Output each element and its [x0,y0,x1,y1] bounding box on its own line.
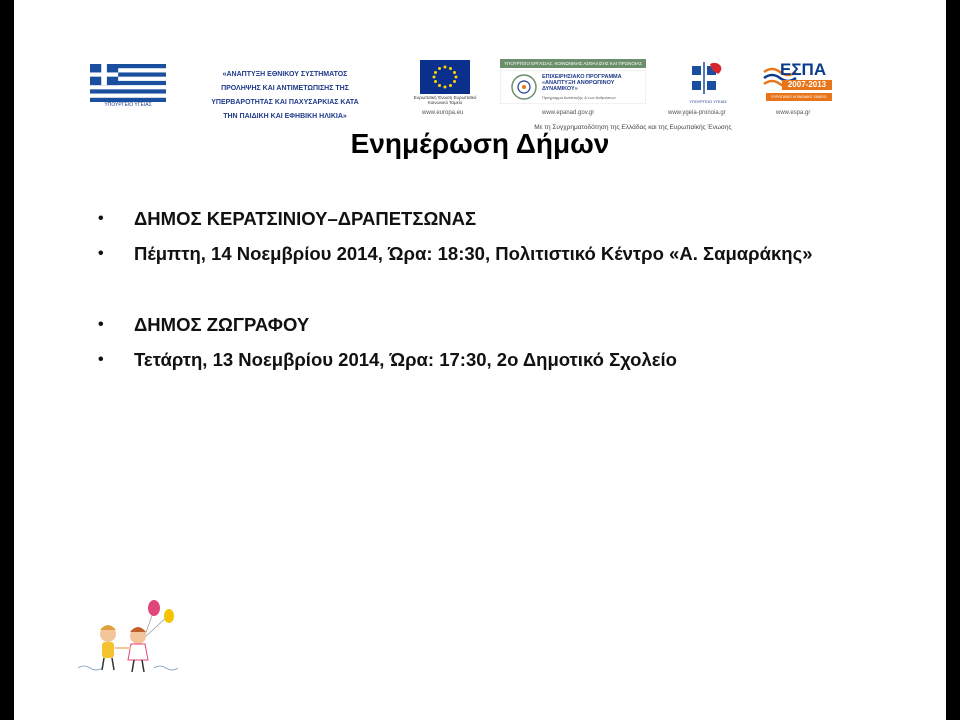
list-item [98,241,838,266]
greek-flag-icon [90,64,166,102]
bullet-icon: • [98,316,104,333]
flag-caption: ΥΠΟΥΡΓΕΙΟ ΥΓΕΙΑΣ [104,102,152,108]
program-title [180,68,390,124]
url-ygeia: www.ygeia-pronoia.gr [668,110,726,116]
announcement-list [98,206,838,372]
bullet-icon: • [98,245,104,262]
url-europa: www.europa.eu [422,110,464,116]
children-balloons-illustration [58,598,188,678]
eu-flag-icon [420,60,470,94]
bullet-icon: • [98,351,104,368]
eu-caption: Ευρωπαϊκή Ένωση Ευρωπαϊκό Κοινωνικό Ταμείο [413,95,477,105]
municipality-heading: ΔΗΜΟΣ ΖΩΓΡΑΦΟΥ [134,314,310,335]
op-title: ΕΠΙΧΕΙΡΗΣΙΑΚΟ ΠΡΟΓΡΑΜΜΑ «ΑΝΑΠΤΥΞΗ ΑΝΘΡΩΠΙΝΟΥ ΔΥΝΑΜΙΚΟΥ» [542,74,622,92]
ministry-health-icon [688,60,728,104]
url-espa: www.espa.gr [776,110,811,116]
program-line: ΠΡΟΛΗΨΗΣ ΚΑΙ ΑΝΤΙΜΕΤΩΠΙΣΗΣ ΤΗΣ [221,85,349,92]
espa-years: 2007-2013 [782,80,832,90]
event-details: Πέμπτη, 14 Νοεμβρίου 2014, Ώρα: 18:30, Πολιτιστικό Κέντρο «Α. Σαμαράκης» [134,243,813,264]
ministry-caption: ΥΠΟΥΡΓΕΙΟ ΥΓΕΙΑΣ [689,99,727,104]
espa-subtitle: ΕΥΡΩΠΑΪΚΟ ΚΟΙΝΩΝΙΚΟ ΤΑΜΕΙΟ [766,93,832,101]
bullet-icon: • [98,210,104,227]
list-item [98,347,838,372]
list-item [98,312,838,337]
cofunding-note: Με τη Συγχρηματοδότηση της Ελλάδας και της Ευρωπαϊκής Ένωσης [534,124,732,131]
program-line: «ΑΝΑΠΤΥΞΗ ΕΘΝΙΚΟΥ ΣΥΣΤΗΜΑΤΟΣ [222,71,348,78]
op-subtitle: Πρόγραμμα Ανάπτυξης & των Ανθρώπων [542,95,616,100]
program-line: ΥΠΕΡΒΑΡΟΤΗΤΑΣ ΚΑΙ ΠΑΧΥΣΑΡΚΙΑΣ ΚΑΤΑ [211,99,359,106]
espa-title: ΕΣΠΑ [780,60,827,79]
list-item [98,206,838,231]
municipality-heading: ΔΗΜΟΣ ΚΕΡΑΤΣΙΝΙΟΥ–ΔΡΑΠΕΤΣΩΝΑΣ [134,208,477,229]
event-details: Τετάρτη, 13 Νοεμβρίου 2014, Ώρα: 17:30, 2ο Δημοτικό Σχολείο [134,349,677,370]
program-line: ΤΗΝ ΠΑΙΔΙΚΗ ΚΑΙ ΕΦΗΒΙΚΗ ΗΛΙΚΙΑ» [223,113,347,120]
ministry-bar: ΥΠΟΥΡΓΕΙΟ ΕΡΓΑΣΙΑΣ, ΚΟΙΝΩΝΙΚΗΣ ΑΣΦΑΛΙΣΗΣ ΚΑΙ ΠΡΟΝΟΙΑΣ [500,59,646,68]
url-epanad: www.epanad.gov.gr [542,110,595,116]
slide [14,0,946,720]
page-title: Ενημέρωση Δήμων [350,128,610,159]
